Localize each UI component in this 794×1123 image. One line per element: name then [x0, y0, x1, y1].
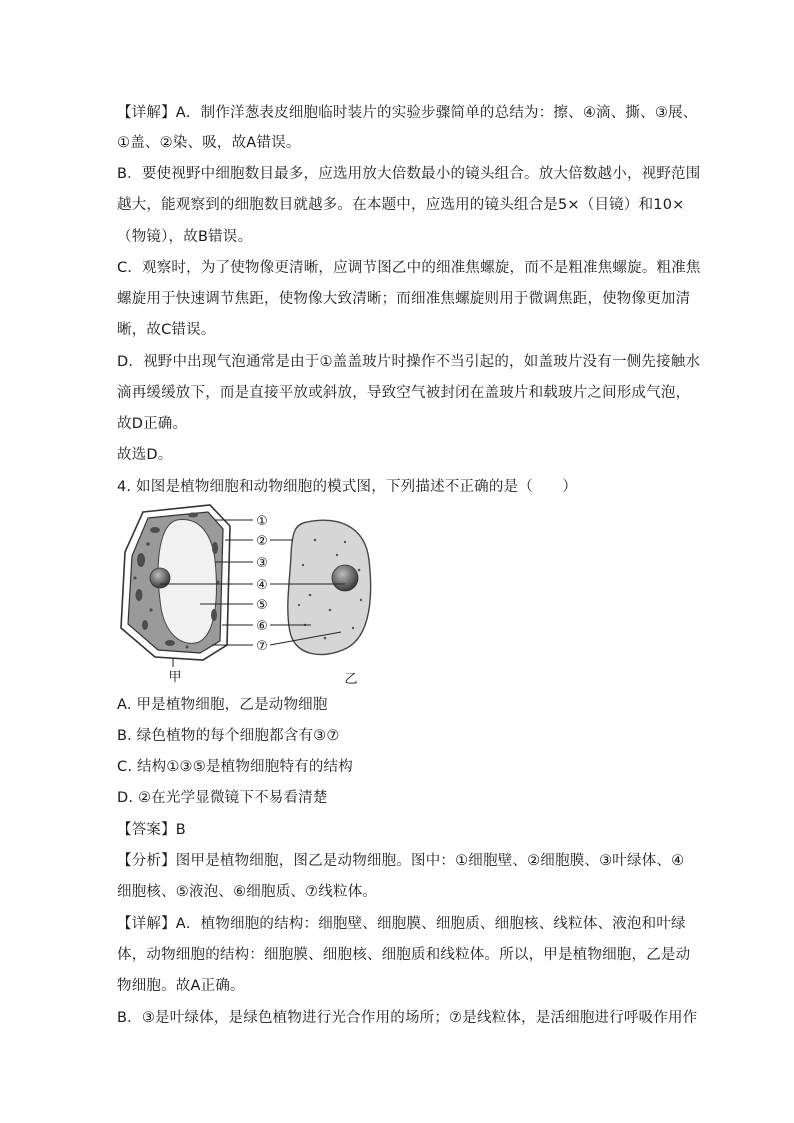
label-3: ③	[256, 556, 268, 571]
text-line: 晰，故C错误。	[117, 322, 216, 338]
text-line: D．视野中出现气泡通常是由于①盖盖玻片时操作不当引起的，如盖玻片没有一侧先接触水	[117, 354, 701, 370]
text-line: 越大，能观察到的细胞数目就越多。在本题中，应选用的镜头组合是5×（目镜）和10×	[117, 197, 685, 213]
answer-line: 【答案】B	[117, 822, 186, 838]
label-2: ②	[256, 534, 268, 549]
label-5: ⑤	[256, 598, 268, 613]
text-line: 【详解】A．制作洋葱表皮细胞临时装片的实验步骤简单的总结为：擦、④滴、撕、③展、	[117, 105, 698, 121]
analysis-line: 【分析】图甲是植物细胞，图乙是动物细胞。图中：①细胞壁、②细胞膜、③叶绿体、④	[117, 853, 685, 869]
caption-animal: 乙	[344, 672, 358, 687]
detail-line: B．③是叶绿体，是绿色植物进行光合作用的场所；⑦是线粒体，是活细胞进行呼吸作用作	[117, 1010, 698, 1026]
text-line: 滴再缓缓放下，而是直接平放或斜放，导致空气被封闭在盖玻片和载玻片之间形成气泡，	[117, 385, 691, 401]
detail-line: 【详解】A．植物细胞的结构：细胞壁、细胞膜、细胞质、细胞核、线粒体、液泡和叶绿	[117, 916, 686, 932]
label-6: ⑥	[256, 619, 268, 634]
label-4: ④	[256, 578, 268, 593]
option-b: B. 绿色植物的每个细胞都含有③⑦	[117, 728, 340, 744]
question-stem: 4. 如图是植物细胞和动物细胞的模式图，下列描述不正确的是（ ）	[117, 479, 578, 495]
detail-line: 体，动物细胞的结构：细胞膜、细胞核、细胞质和线粒体。所以，甲是植物细胞，乙是动	[117, 947, 691, 963]
analysis-line: 细胞核、⑤液泡、⑥细胞质、⑦线粒体。	[117, 884, 378, 900]
detail-line: 物细胞。故A正确。	[117, 978, 245, 994]
text-line: （物镜），故B错误。	[117, 229, 253, 245]
caption-plant: 甲	[168, 670, 182, 685]
label-7: ⑦	[256, 639, 268, 654]
text-line: ①盖、②染、吸，故A错误。	[117, 135, 301, 151]
option-a: A. 甲是植物细胞，乙是动物细胞	[117, 697, 328, 713]
text-line: 故D正确。	[117, 416, 188, 432]
text-line: C．观察时，为了使物像更清晰，应调节图乙中的细准焦螺旋，而不是粗准焦螺旋。粗准焦	[117, 260, 701, 276]
text-line: 螺旋用于快速调节焦距，使物像大致清晰；而细准焦螺旋则用于微调焦距，使物像更加清	[117, 291, 691, 307]
option-d: D. ②在光学显微镜下不易看清楚	[117, 790, 328, 806]
text-line: 故选D。	[117, 447, 173, 463]
plant-cell	[121, 505, 230, 660]
text-line: B．要使视野中细胞数目最多，应选用放大倍数最小的镜头组合。放大倍数越小，视野范围	[117, 166, 701, 182]
option-c: C. 结构①③⑤是植物细胞特有的结构	[117, 759, 353, 775]
cell-diagram	[115, 500, 375, 690]
label-1: ①	[256, 514, 268, 529]
